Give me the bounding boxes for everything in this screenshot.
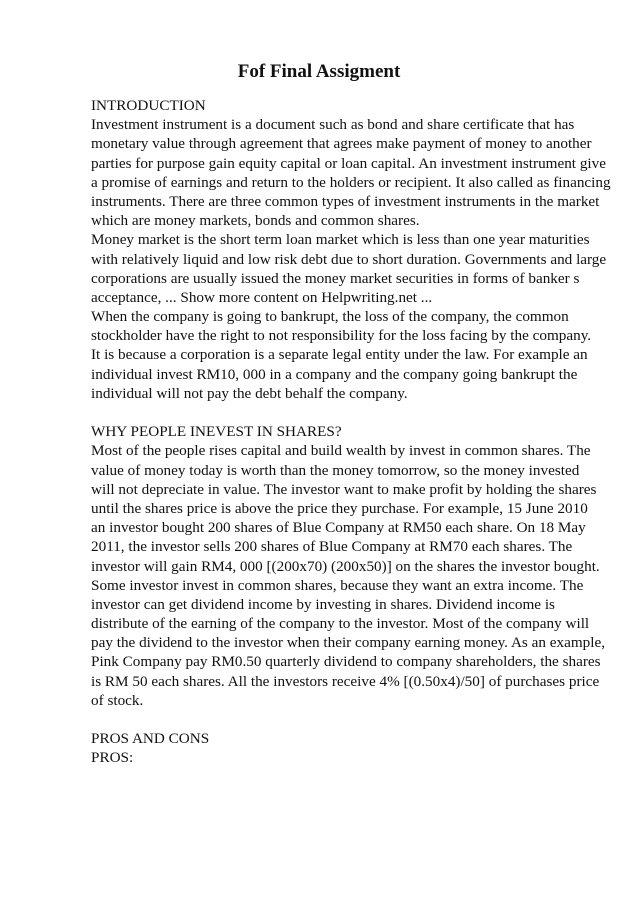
section-heading-why-shares: WHY PEOPLE INEVEST IN SHARES? [91, 423, 342, 441]
paragraph-line: It is because a corporation is a separate legal entity under the law. For example an [91, 346, 588, 364]
paragraph-line: 2011, the investor sells 200 shares of Blue Company at RM70 each shares. The [91, 538, 573, 556]
paragraph-line: investor will gain RM4, 000 [(200x70) (200x50)] on the shares the investor bought. [91, 557, 600, 575]
section-heading-pros-cons: PROS AND CONS [91, 730, 210, 748]
paragraph-line: with relatively liquid and low risk debt due to short duration. Governments and large [91, 250, 607, 268]
paragraph-line: corporations are usually issued the money market securities in forms of banker s [91, 269, 580, 287]
paragraph-line: Most of the people rises capital and build wealth by invest in common shares. The [91, 442, 591, 460]
paragraph-gap [91, 403, 611, 422]
paragraph-line: individual will not pay the debt behalf the company. [91, 384, 408, 402]
document-body [91, 96, 611, 768]
paragraph-line: value of money today is worth than the money tomorrow, so the money invested [91, 461, 580, 479]
paragraph-line: parties for purpose gain equity capital or loan capital. An investment instrument give [91, 154, 606, 172]
paragraph-line: an investor bought 200 shares of Blue Company at RM50 each share. On 18 May [91, 519, 586, 537]
paragraph-line: of stock. [91, 691, 144, 709]
paragraph-line: is RM 50 each shares. All the investors receive 4% [(0.50x4)/50] of purchases price [91, 672, 600, 690]
paragraph-line: monetary value through agreement that agrees make payment of money to another [91, 135, 592, 153]
document-title: Fof Final Assigment [237, 61, 401, 82]
paragraph-line: Pink Company pay RM0.50 quarterly dividend to company shareholders, the shares [91, 653, 601, 671]
paragraph-line: until the shares price is above the price they purchase. For example, 15 June 2010 [91, 499, 588, 517]
paragraph-line: distribute of the earning of the company to the investor. Most of the company will [91, 615, 590, 633]
section-heading-introduction: INTRODUCTION [91, 97, 206, 114]
paragraph-line: a promise of earnings and return to the holders or recipient. It also called as financing [91, 173, 611, 191]
paragraph-line: Money market is the short term loan market which is less than one year maturities [91, 231, 590, 249]
paragraph-line: Investment instrument is a document such as bond and share certificate that has [91, 116, 575, 134]
paragraph-line: pay the dividend to the investor when their company earning money. As an example, [91, 634, 605, 652]
paragraph-line: stockholder have the right to not responsibility for the loss facing by the company. [91, 327, 592, 345]
paragraph-line: individual invest RM10, 000 in a company and the company going bankrupt the [91, 365, 578, 383]
paragraph-line: will not depreciate in value. The investor want to make profit by holding the shares [91, 480, 597, 498]
paragraph-line: instruments. There are three common types of investment instruments in the market [91, 192, 600, 210]
paragraph-line: When the company is going to bankrupt, the loss of the company, the common [91, 308, 569, 326]
paragraph-line: Some investor invest in common shares, because they want an extra income. The [91, 576, 584, 594]
paragraph-gap [91, 710, 611, 729]
paragraph-line: investor can get dividend income by investing in shares. Dividend income is [91, 595, 555, 613]
paragraph-line: acceptance, ... Show more content on Helpwriting.net ... [91, 288, 433, 306]
subheading-pros: PROS: [91, 749, 134, 767]
paragraph-line: which are money markets, bonds and common shares. [91, 212, 420, 230]
